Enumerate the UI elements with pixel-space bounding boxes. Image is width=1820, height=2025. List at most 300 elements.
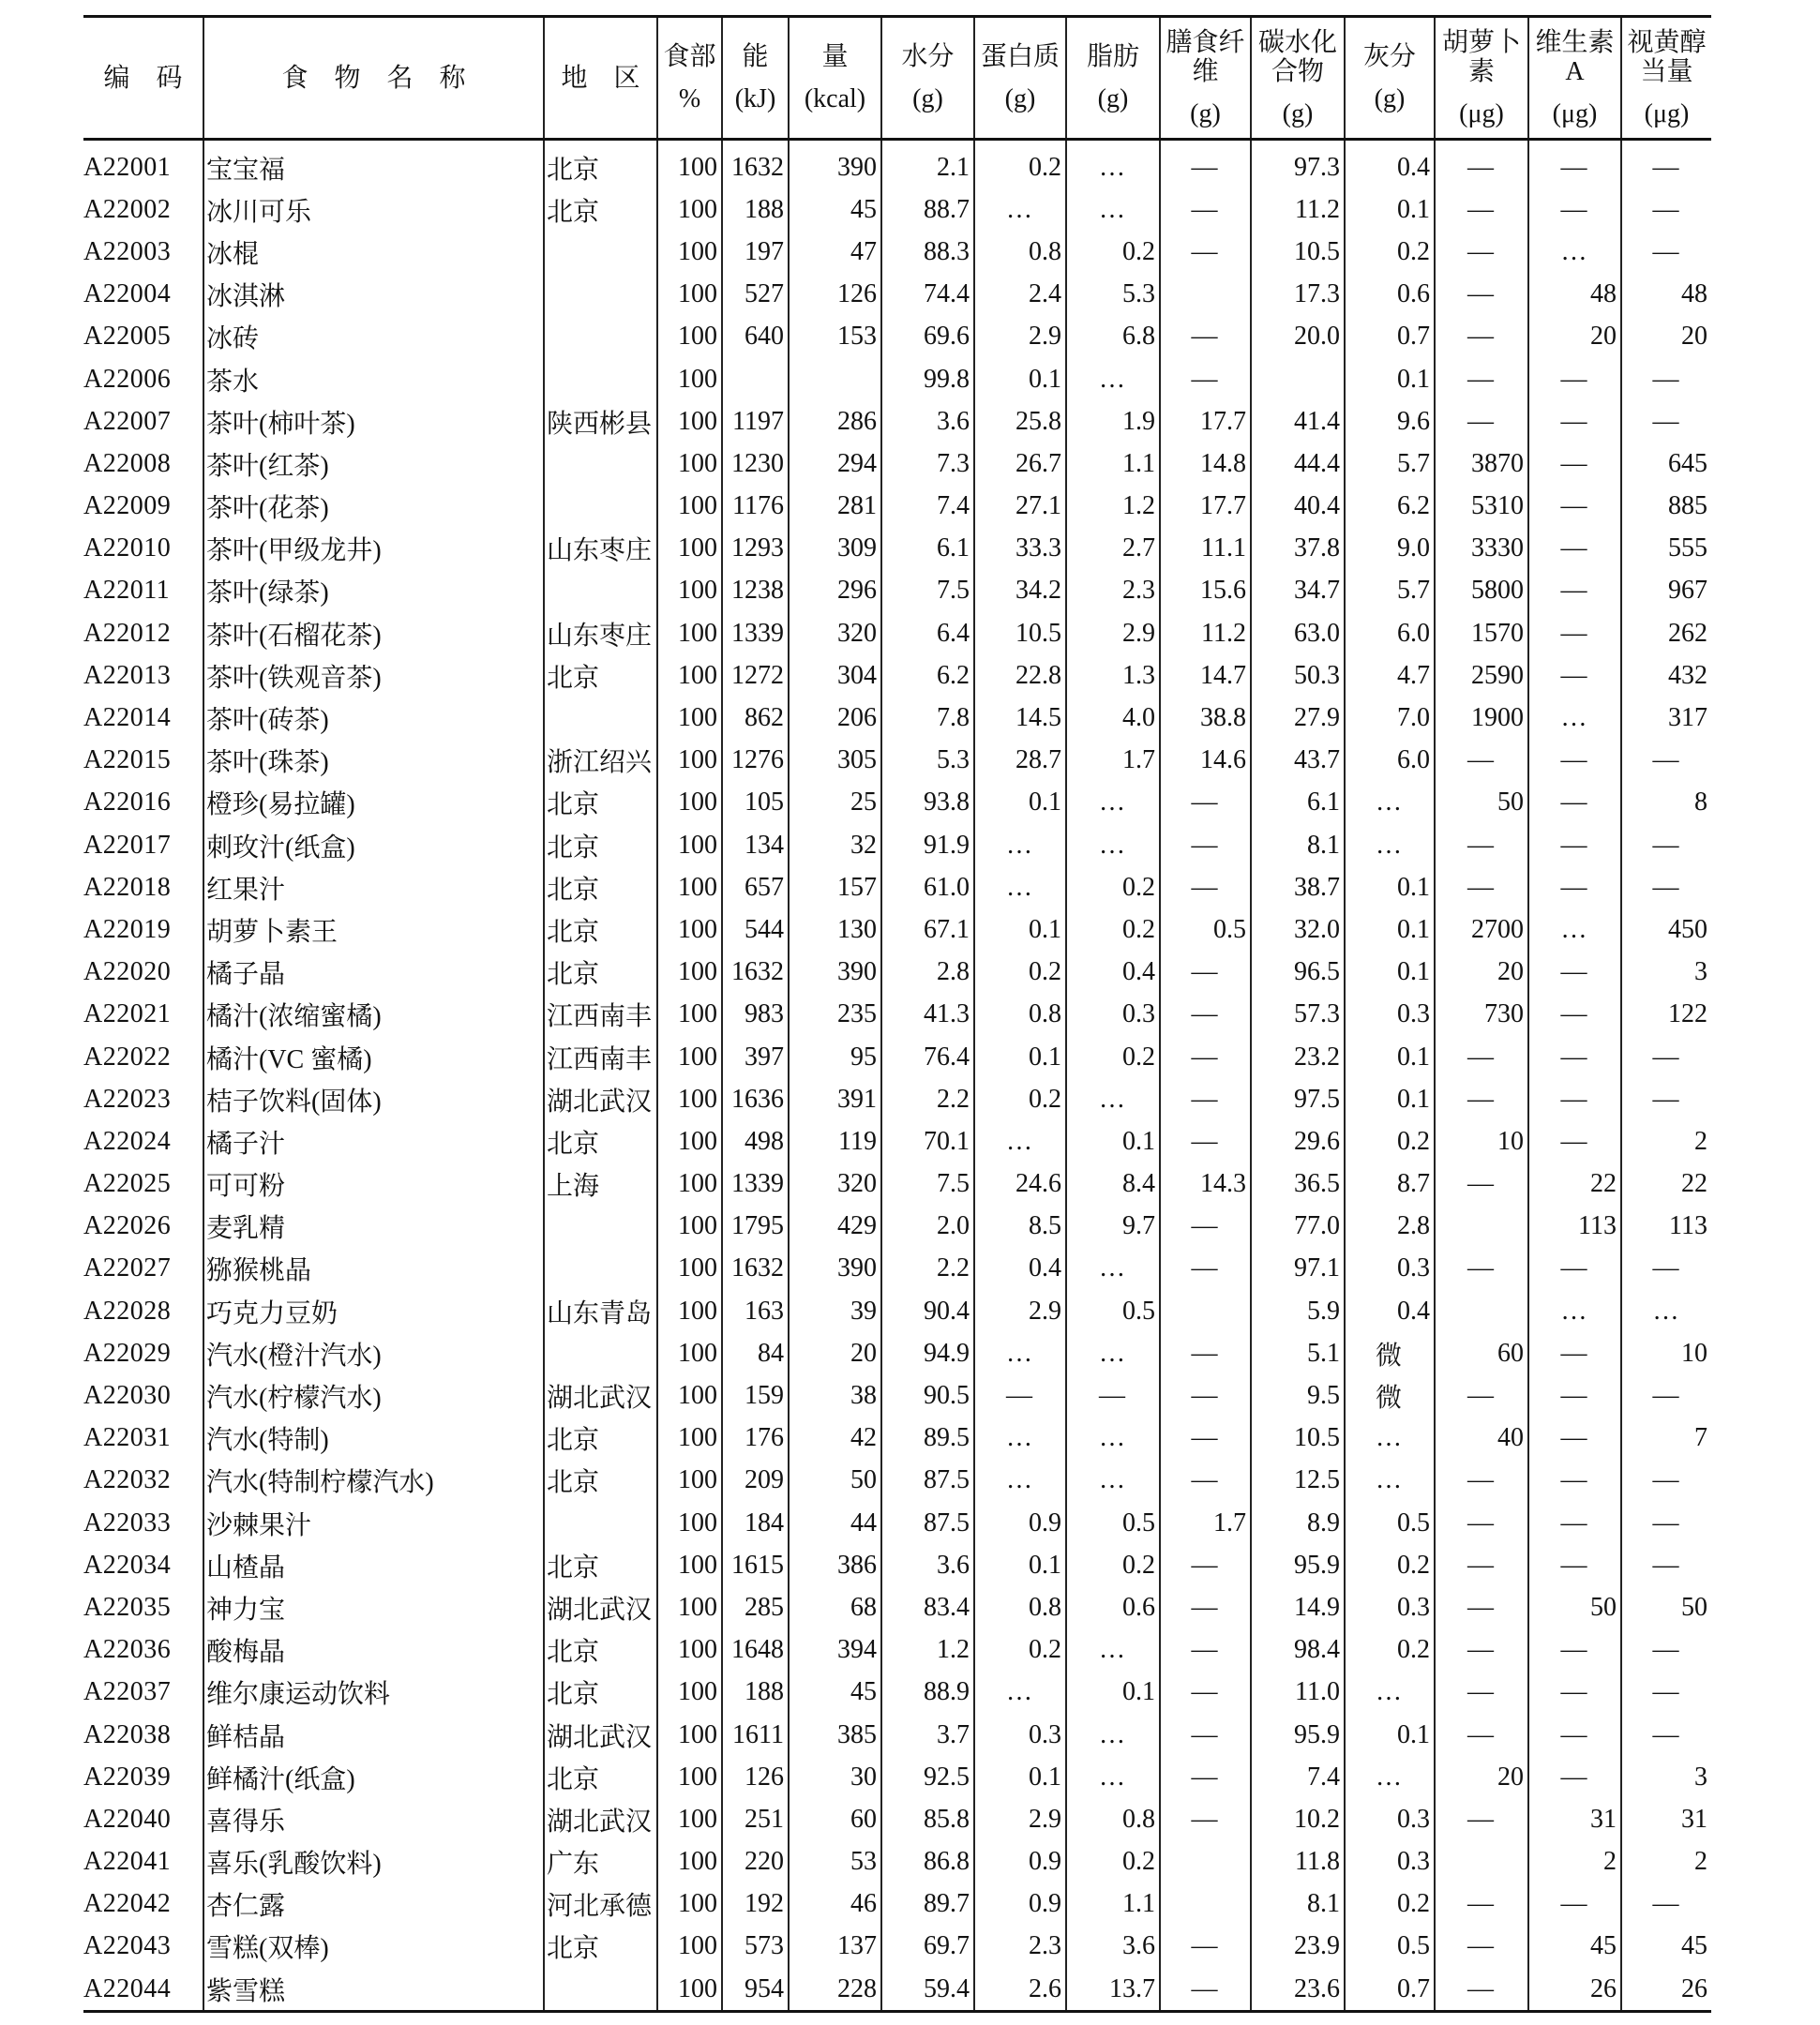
cell-energy-kcal: 206 bbox=[789, 697, 881, 739]
cell-carbohydrate: 12.5 bbox=[1251, 1460, 1345, 1502]
cell-food-name: 宝宝福 bbox=[203, 140, 544, 189]
cell-water: 86.8 bbox=[881, 1841, 974, 1883]
cell-water: 85.8 bbox=[881, 1798, 974, 1840]
cell-carotene: — bbox=[1435, 1883, 1528, 1926]
cell-retinol-equivalent: 10 bbox=[1621, 1332, 1711, 1374]
cell-ash: 4.7 bbox=[1345, 654, 1435, 697]
cell-retinol-equivalent: 20 bbox=[1621, 316, 1711, 358]
cell-code: A22011 bbox=[83, 576, 171, 606]
cell-edible-portion: 100 bbox=[657, 274, 722, 316]
cell-water: 61.0 bbox=[881, 866, 974, 908]
cell-dietary-fiber: 14.8 bbox=[1160, 442, 1251, 485]
cell-food-name: 茶叶(砖茶) bbox=[203, 697, 544, 739]
cell-food-name: 山楂晶 bbox=[203, 1544, 544, 1586]
cell-carbohydrate: 95.9 bbox=[1251, 1544, 1345, 1586]
cell-food-name: 沙棘果汁 bbox=[203, 1502, 544, 1544]
cell-edible-portion: 100 bbox=[657, 140, 722, 189]
cell-fat: 2.9 bbox=[1066, 612, 1160, 654]
cell-retinol-equivalent: — bbox=[1621, 1883, 1711, 1926]
cell-dietary-fiber: 17.7 bbox=[1160, 486, 1251, 528]
cell-carotene: — bbox=[1435, 1629, 1528, 1672]
cell-ash: 0.6 bbox=[1345, 274, 1435, 316]
cell-code: A22027 bbox=[83, 1253, 172, 1283]
cell-edible-portion: 100 bbox=[657, 1290, 722, 1332]
header-vitamin-a bbox=[1528, 17, 1621, 140]
cell-food-name: 喜得乐 bbox=[203, 1798, 544, 1840]
cell-carbohydrate: 11.2 bbox=[1251, 188, 1345, 231]
cell-ash: 0.5 bbox=[1345, 1926, 1435, 1968]
table-row bbox=[83, 316, 1711, 358]
table-row bbox=[83, 1248, 1711, 1290]
header-carbohydrate bbox=[1251, 17, 1345, 140]
cell-carotene: — bbox=[1435, 1078, 1528, 1120]
header-energy-kj bbox=[722, 17, 789, 140]
header-label: 胡萝卜素 bbox=[1441, 27, 1521, 86]
cell-fat: 13.7 bbox=[1066, 1968, 1160, 2012]
table-row bbox=[83, 274, 1711, 316]
cell-energy-kj: 188 bbox=[722, 1672, 789, 1714]
header-label: 蛋白质 bbox=[980, 42, 1060, 71]
cell-ash: 2.8 bbox=[1345, 1206, 1435, 1248]
cell-water: 2.2 bbox=[881, 1078, 974, 1120]
cell-region: 江西南丰 bbox=[544, 1036, 657, 1078]
cell-ash: 0.3 bbox=[1345, 1841, 1435, 1883]
cell-energy-kj: 1238 bbox=[722, 570, 789, 612]
cell-carotene: — bbox=[1435, 400, 1528, 442]
cell-energy-kcal: 45 bbox=[789, 1672, 881, 1714]
cell-energy-kcal: 309 bbox=[789, 528, 881, 570]
cell-protein: 0.2 bbox=[974, 952, 1066, 994]
cell-vitamin-a: — bbox=[1528, 824, 1621, 866]
table-row bbox=[83, 400, 1711, 442]
cell-carotene: — bbox=[1435, 274, 1528, 316]
header-unit: (μg) bbox=[1459, 98, 1504, 128]
table-row bbox=[83, 1502, 1711, 1544]
cell-region: 北京 bbox=[544, 824, 657, 866]
cell-code: A22028 bbox=[83, 1296, 172, 1326]
header-fat bbox=[1066, 17, 1160, 140]
cell-code: A22002 bbox=[83, 194, 172, 224]
cell-vitamin-a: 22 bbox=[1528, 1163, 1621, 1206]
header-unit: (g) bbox=[1004, 84, 1036, 113]
cell-code: A22005 bbox=[83, 322, 172, 352]
cell-fat: 1.7 bbox=[1066, 740, 1160, 782]
cell-energy-kcal: 44 bbox=[789, 1502, 881, 1544]
cell-retinol-equivalent: 122 bbox=[1621, 994, 1711, 1036]
table-row bbox=[83, 1926, 1711, 1968]
cell-vitamin-a: — bbox=[1528, 866, 1621, 908]
cell-code: A22038 bbox=[83, 1719, 172, 1749]
cell-ash: 5.7 bbox=[1345, 570, 1435, 612]
cell-region: 山东枣庄 bbox=[544, 612, 657, 654]
cell-protein: … bbox=[974, 1672, 1066, 1714]
cell-food-name: 橙珍(易拉罐) bbox=[203, 782, 544, 824]
cell-carotene: 730 bbox=[1435, 994, 1528, 1036]
cell-code: A22007 bbox=[83, 406, 172, 436]
header-label: 编 码 bbox=[103, 63, 183, 93]
cell-food-name: 汽水(特制) bbox=[203, 1418, 544, 1460]
cell-vitamin-a: — bbox=[1528, 994, 1621, 1036]
cell-energy-kj: 84 bbox=[722, 1332, 789, 1374]
cell-carbohydrate: 11.0 bbox=[1251, 1672, 1345, 1714]
table-row bbox=[83, 486, 1711, 528]
cell-edible-portion: 100 bbox=[657, 1120, 722, 1162]
table-row bbox=[83, 1290, 1711, 1332]
cell-edible-portion: 100 bbox=[657, 1798, 722, 1840]
cell-protein: 25.8 bbox=[974, 400, 1066, 442]
cell-retinol-equivalent: — bbox=[1621, 1544, 1711, 1586]
table-row bbox=[83, 740, 1711, 782]
cell-carotene: — bbox=[1435, 1672, 1528, 1714]
cell-energy-kj: 197 bbox=[722, 231, 789, 273]
cell-vitamin-a: … bbox=[1528, 697, 1621, 739]
cell-water: 69.7 bbox=[881, 1926, 974, 1968]
cell-region: 北京 bbox=[544, 1672, 657, 1714]
cell-water: 2.1 bbox=[881, 140, 974, 189]
header-unit: (g) bbox=[1282, 98, 1314, 128]
cell-carbohydrate: 14.9 bbox=[1251, 1586, 1345, 1628]
cell-retinol-equivalent: 555 bbox=[1621, 528, 1711, 570]
cell-protein: 0.1 bbox=[974, 1544, 1066, 1586]
header-unit: (g) bbox=[1190, 98, 1221, 128]
cell-food-name: 鲜桔晶 bbox=[203, 1714, 544, 1756]
table-row bbox=[83, 654, 1711, 697]
cell-vitamin-a: — bbox=[1528, 1418, 1621, 1460]
table-row bbox=[83, 1036, 1711, 1078]
table-row bbox=[83, 1841, 1711, 1883]
cell-edible-portion: 100 bbox=[657, 782, 722, 824]
cell-dietary-fiber: — bbox=[1160, 358, 1251, 400]
cell-protein: 14.5 bbox=[974, 697, 1066, 739]
cell-carbohydrate: 97.3 bbox=[1251, 140, 1345, 189]
cell-fat: … bbox=[1066, 1460, 1160, 1502]
cell-region: 北京 bbox=[544, 782, 657, 824]
cell-energy-kj: 1276 bbox=[722, 740, 789, 782]
header-dietary-fiber bbox=[1160, 17, 1251, 140]
cell-fat: 0.8 bbox=[1066, 1798, 1160, 1840]
cell-edible-portion: 100 bbox=[657, 1036, 722, 1078]
cell-region bbox=[544, 274, 657, 316]
cell-carotene: 20 bbox=[1435, 952, 1528, 994]
cell-carotene: — bbox=[1435, 1374, 1528, 1417]
header-unit: % bbox=[678, 84, 701, 113]
cell-retinol-equivalent: 45 bbox=[1621, 1926, 1711, 1968]
cell-protein: 22.8 bbox=[974, 654, 1066, 697]
cell-region: 上海 bbox=[544, 1163, 657, 1206]
cell-ash: 0.2 bbox=[1345, 231, 1435, 273]
cell-carbohydrate: 63.0 bbox=[1251, 612, 1345, 654]
cell-carbohydrate: 10.2 bbox=[1251, 1798, 1345, 1840]
cell-energy-kcal: 45 bbox=[789, 188, 881, 231]
cell-carotene bbox=[1435, 1206, 1528, 1248]
cell-fat: … bbox=[1066, 358, 1160, 400]
cell-water: 3.6 bbox=[881, 400, 974, 442]
cell-edible-portion: 100 bbox=[657, 1374, 722, 1417]
cell-carbohydrate: 7.4 bbox=[1251, 1756, 1345, 1798]
cell-edible-portion: 100 bbox=[657, 358, 722, 400]
cell-energy-kcal: 119 bbox=[789, 1120, 881, 1162]
table-row bbox=[83, 1460, 1711, 1502]
cell-vitamin-a: 20 bbox=[1528, 316, 1621, 358]
cell-food-name: 汽水(柠檬汽水) bbox=[203, 1374, 544, 1417]
cell-vitamin-a: — bbox=[1528, 1629, 1621, 1672]
cell-energy-kj: 1339 bbox=[722, 1163, 789, 1206]
cell-water: 74.4 bbox=[881, 274, 974, 316]
cell-dietary-fiber: — bbox=[1160, 866, 1251, 908]
cell-ash: 6.0 bbox=[1345, 612, 1435, 654]
cell-fat: … bbox=[1066, 824, 1160, 866]
cell-carotene: — bbox=[1435, 866, 1528, 908]
table-row bbox=[83, 1798, 1711, 1840]
cell-region: 江西南丰 bbox=[544, 994, 657, 1036]
cell-code: A22023 bbox=[83, 1084, 172, 1114]
table-row bbox=[83, 908, 1711, 951]
cell-fat: 0.2 bbox=[1066, 231, 1160, 273]
cell-code: A22021 bbox=[83, 999, 172, 1029]
cell-protein: 27.1 bbox=[974, 486, 1066, 528]
cell-carotene: 50 bbox=[1435, 782, 1528, 824]
cell-food-name: 巧克力豆奶 bbox=[203, 1290, 544, 1332]
cell-fat: 0.2 bbox=[1066, 1544, 1160, 1586]
header-label: 碳水化合物 bbox=[1257, 27, 1337, 86]
cell-retinol-equivalent: 967 bbox=[1621, 570, 1711, 612]
cell-protein: … bbox=[974, 1460, 1066, 1502]
cell-edible-portion: 100 bbox=[657, 1883, 722, 1926]
cell-code: A22044 bbox=[83, 1973, 172, 2003]
cell-carotene: — bbox=[1435, 1460, 1528, 1502]
cell-dietary-fiber: 0.5 bbox=[1160, 908, 1251, 951]
cell-ash: 0.2 bbox=[1345, 1544, 1435, 1586]
table-row bbox=[83, 1418, 1711, 1460]
cell-dietary-fiber: 14.3 bbox=[1160, 1163, 1251, 1206]
cell-carbohydrate: 11.8 bbox=[1251, 1841, 1345, 1883]
table-row bbox=[83, 1586, 1711, 1628]
cell-edible-portion: 100 bbox=[657, 188, 722, 231]
cell-ash: 9.0 bbox=[1345, 528, 1435, 570]
cell-fat: 4.0 bbox=[1066, 697, 1160, 739]
header-label: 食 物 名 称 bbox=[281, 63, 466, 93]
cell-energy-kj: 1648 bbox=[722, 1629, 789, 1672]
cell-code: A22004 bbox=[83, 279, 172, 309]
cell-vitamin-a: — bbox=[1528, 1036, 1621, 1078]
cell-water: 91.9 bbox=[881, 824, 974, 866]
cell-retinol-equivalent: — bbox=[1621, 1460, 1711, 1502]
cell-protein: 0.8 bbox=[974, 994, 1066, 1036]
cell-edible-portion: 100 bbox=[657, 528, 722, 570]
table-row bbox=[83, 140, 1711, 189]
cell-dietary-fiber: — bbox=[1160, 316, 1251, 358]
cell-energy-kcal: 296 bbox=[789, 570, 881, 612]
cell-code: A22001 bbox=[83, 152, 172, 182]
cell-fat: 1.2 bbox=[1066, 486, 1160, 528]
cell-food-name: 红果汁 bbox=[203, 866, 544, 908]
cell-code: A22031 bbox=[83, 1423, 172, 1453]
cell-region: 湖北武汉 bbox=[544, 1374, 657, 1417]
table-row bbox=[83, 358, 1711, 400]
cell-energy-kj: 1632 bbox=[722, 1248, 789, 1290]
cell-retinol-equivalent: — bbox=[1621, 188, 1711, 231]
cell-ash: 0.1 bbox=[1345, 358, 1435, 400]
cell-fat: … bbox=[1066, 188, 1160, 231]
cell-code: A22009 bbox=[83, 491, 172, 521]
cell-carotene: — bbox=[1435, 1248, 1528, 1290]
table-row bbox=[83, 697, 1711, 739]
cell-retinol-equivalent: — bbox=[1621, 140, 1711, 189]
cell-fat: 0.1 bbox=[1066, 1672, 1160, 1714]
cell-food-name: 茶叶(甲级龙井) bbox=[203, 528, 544, 570]
cell-fat: 9.7 bbox=[1066, 1206, 1160, 1248]
cell-energy-kj: 954 bbox=[722, 1968, 789, 2012]
cell-edible-portion: 100 bbox=[657, 1502, 722, 1544]
cell-food-name: 冰砖 bbox=[203, 316, 544, 358]
cell-energy-kcal: 126 bbox=[789, 274, 881, 316]
cell-edible-portion: 100 bbox=[657, 952, 722, 994]
cell-ash: … bbox=[1345, 1756, 1435, 1798]
cell-edible-portion: 100 bbox=[657, 1714, 722, 1756]
cell-water: 6.1 bbox=[881, 528, 974, 570]
cell-water: 2.8 bbox=[881, 952, 974, 994]
cell-food-name: 雪糕(双棒) bbox=[203, 1926, 544, 1968]
cell-code: A22039 bbox=[83, 1762, 172, 1792]
cell-fat: 0.5 bbox=[1066, 1290, 1160, 1332]
cell-dietary-fiber: — bbox=[1160, 1460, 1251, 1502]
header-label: 量 bbox=[821, 42, 849, 71]
food-composition-table bbox=[83, 15, 1711, 2013]
cell-dietary-fiber: — bbox=[1160, 188, 1251, 231]
cell-energy-kj: 640 bbox=[722, 316, 789, 358]
cell-water: 2.2 bbox=[881, 1248, 974, 1290]
cell-code: A22034 bbox=[83, 1550, 172, 1580]
cell-energy-kj: 192 bbox=[722, 1883, 789, 1926]
cell-carbohydrate: 27.9 bbox=[1251, 697, 1345, 739]
cell-vitamin-a: — bbox=[1528, 952, 1621, 994]
cell-retinol-equivalent: — bbox=[1621, 1374, 1711, 1417]
cell-fat: — bbox=[1066, 1374, 1160, 1417]
table-row bbox=[83, 1163, 1711, 1206]
cell-region: 北京 bbox=[544, 1418, 657, 1460]
cell-protein: 0.1 bbox=[974, 1756, 1066, 1798]
table-row bbox=[83, 1544, 1711, 1586]
table-row bbox=[83, 1756, 1711, 1798]
cell-carbohydrate: 96.5 bbox=[1251, 952, 1345, 994]
cell-edible-portion: 100 bbox=[657, 1841, 722, 1883]
cell-protein: 2.3 bbox=[974, 1926, 1066, 1968]
cell-fat: 5.3 bbox=[1066, 274, 1160, 316]
cell-fat: 0.3 bbox=[1066, 994, 1160, 1036]
cell-food-name: 胡萝卜素王 bbox=[203, 908, 544, 951]
cell-carbohydrate: 29.6 bbox=[1251, 1120, 1345, 1162]
cell-carbohydrate: 95.9 bbox=[1251, 1714, 1345, 1756]
cell-energy-kcal bbox=[789, 358, 881, 400]
table-row bbox=[83, 570, 1711, 612]
cell-ash: … bbox=[1345, 1672, 1435, 1714]
cell-food-name: 橘子晶 bbox=[203, 952, 544, 994]
cell-ash: 0.1 bbox=[1345, 188, 1435, 231]
cell-code: A22035 bbox=[83, 1592, 172, 1622]
cell-protein: 0.4 bbox=[974, 1248, 1066, 1290]
cell-ash: 0.1 bbox=[1345, 952, 1435, 994]
cell-carotene: — bbox=[1435, 1926, 1528, 1968]
cell-water: 6.2 bbox=[881, 654, 974, 697]
cell-protein: — bbox=[974, 1374, 1066, 1417]
cell-water: 41.3 bbox=[881, 994, 974, 1036]
cell-water: 90.5 bbox=[881, 1374, 974, 1417]
cell-fat: … bbox=[1066, 1714, 1160, 1756]
cell-protein: 10.5 bbox=[974, 612, 1066, 654]
cell-fat: … bbox=[1066, 782, 1160, 824]
cell-code: A22008 bbox=[83, 448, 172, 478]
cell-water: 7.4 bbox=[881, 486, 974, 528]
cell-food-name: 杏仁露 bbox=[203, 1883, 544, 1926]
cell-vitamin-a: — bbox=[1528, 612, 1621, 654]
cell-ash: 8.7 bbox=[1345, 1163, 1435, 1206]
cell-energy-kj: 983 bbox=[722, 994, 789, 1036]
cell-region: 北京 bbox=[544, 1120, 657, 1162]
cell-retinol-equivalent: — bbox=[1621, 824, 1711, 866]
cell-energy-kcal: 60 bbox=[789, 1798, 881, 1840]
table-row bbox=[83, 1883, 1711, 1926]
cell-food-name: 茶水 bbox=[203, 358, 544, 400]
cell-carotene: — bbox=[1435, 358, 1528, 400]
cell-dietary-fiber: — bbox=[1160, 1714, 1251, 1756]
cell-water: 93.8 bbox=[881, 782, 974, 824]
cell-protein: … bbox=[974, 1332, 1066, 1374]
cell-food-name: 麦乳精 bbox=[203, 1206, 544, 1248]
cell-edible-portion: 100 bbox=[657, 1418, 722, 1460]
cell-region: 广东 bbox=[544, 1841, 657, 1883]
cell-carbohydrate: 37.8 bbox=[1251, 528, 1345, 570]
cell-region bbox=[544, 231, 657, 273]
cell-energy-kcal: 47 bbox=[789, 231, 881, 273]
cell-retinol-equivalent: 26 bbox=[1621, 1968, 1711, 2012]
cell-protein: … bbox=[974, 1120, 1066, 1162]
cell-ash: 0.7 bbox=[1345, 1968, 1435, 2012]
header-carotene bbox=[1435, 17, 1528, 140]
cell-fat: … bbox=[1066, 1248, 1160, 1290]
table-row bbox=[83, 952, 1711, 994]
cell-carotene: — bbox=[1435, 188, 1528, 231]
cell-edible-portion: 100 bbox=[657, 400, 722, 442]
cell-dietary-fiber: — bbox=[1160, 1120, 1251, 1162]
cell-energy-kj bbox=[722, 358, 789, 400]
cell-energy-kcal: 394 bbox=[789, 1629, 881, 1672]
cell-vitamin-a: — bbox=[1528, 528, 1621, 570]
cell-vitamin-a: — bbox=[1528, 140, 1621, 189]
cell-edible-portion: 100 bbox=[657, 1248, 722, 1290]
cell-vitamin-a: — bbox=[1528, 570, 1621, 612]
cell-vitamin-a: 26 bbox=[1528, 1968, 1621, 2012]
header-unit: (g) bbox=[912, 84, 943, 113]
header-protein bbox=[974, 17, 1066, 140]
cell-water: 3.7 bbox=[881, 1714, 974, 1756]
cell-region bbox=[544, 570, 657, 612]
table-row bbox=[83, 994, 1711, 1036]
cell-ash: … bbox=[1345, 1418, 1435, 1460]
cell-vitamin-a: — bbox=[1528, 1672, 1621, 1714]
cell-code: A22015 bbox=[83, 745, 172, 775]
cell-protein: 0.1 bbox=[974, 1036, 1066, 1078]
cell-vitamin-a: … bbox=[1528, 1290, 1621, 1332]
cell-energy-kcal: 429 bbox=[789, 1206, 881, 1248]
cell-energy-kcal: 390 bbox=[789, 140, 881, 189]
cell-ash: … bbox=[1345, 1460, 1435, 1502]
table-row bbox=[83, 824, 1711, 866]
cell-carbohydrate bbox=[1251, 358, 1345, 400]
cell-water: 7.5 bbox=[881, 1163, 974, 1206]
cell-vitamin-a: — bbox=[1528, 1078, 1621, 1120]
cell-code: A22030 bbox=[83, 1381, 172, 1411]
cell-code: A22024 bbox=[83, 1126, 172, 1156]
